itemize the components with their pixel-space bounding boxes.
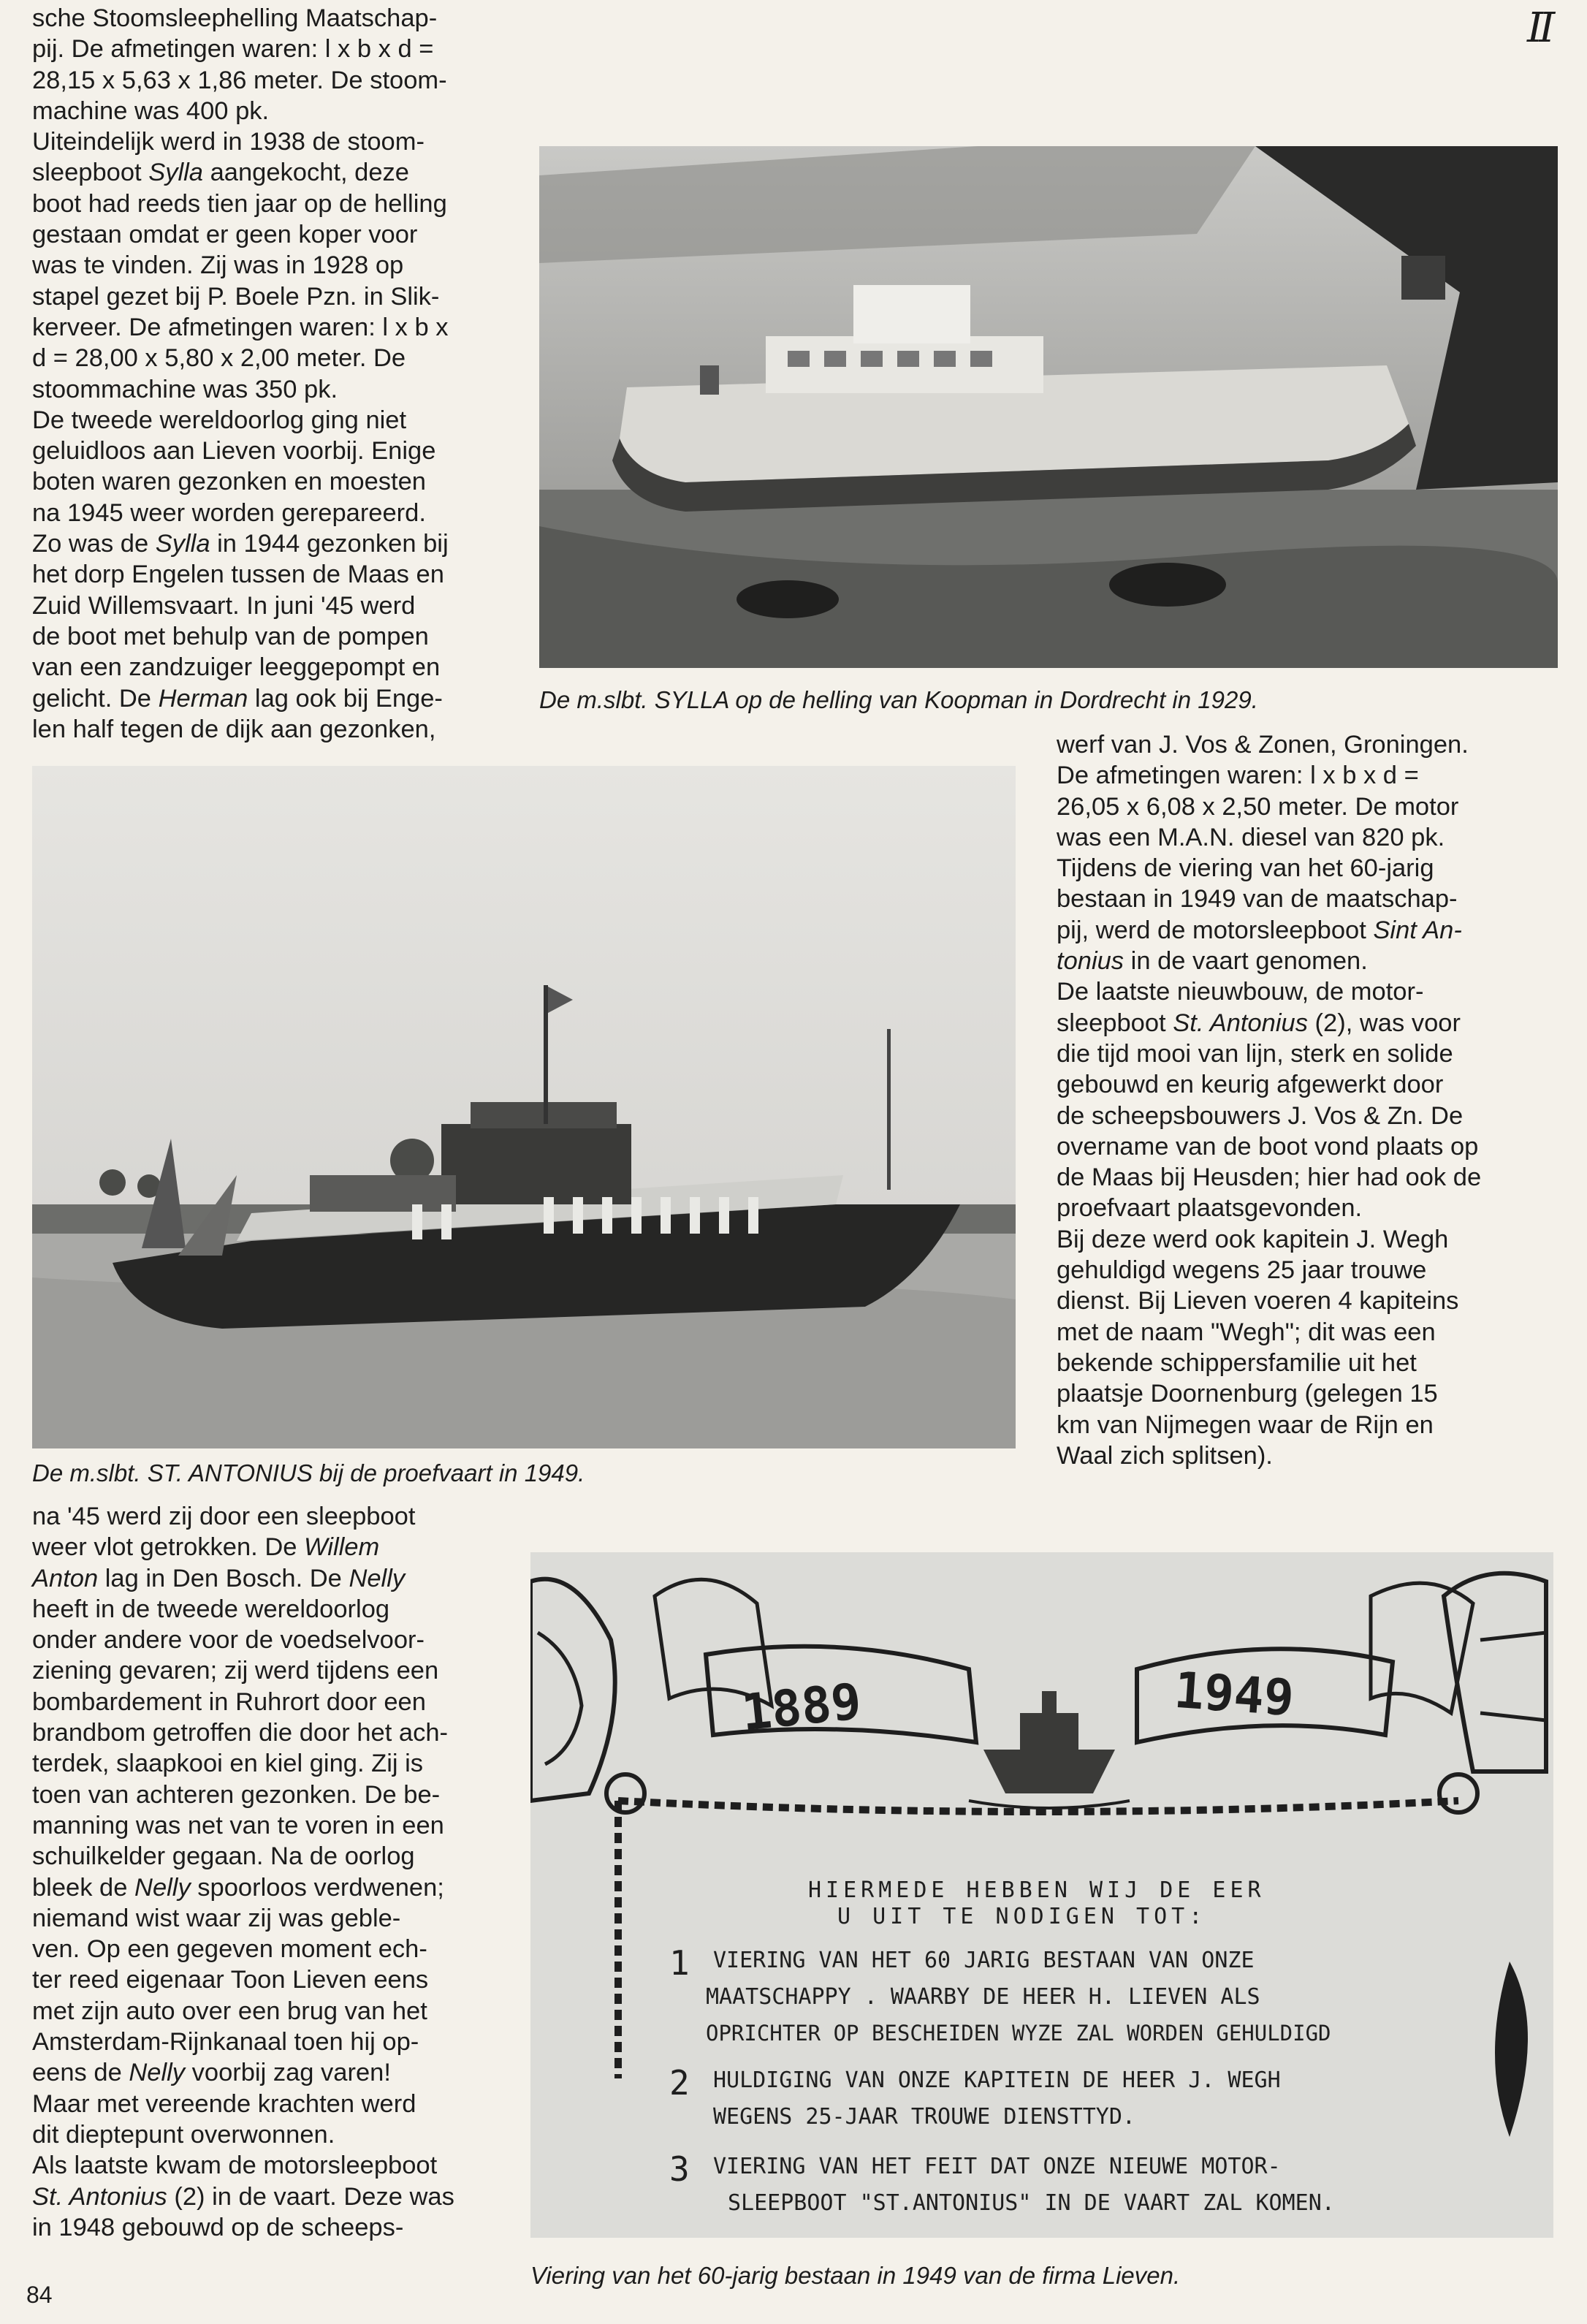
text-line: boot had reeds tien jaar op de helling	[32, 189, 447, 218]
banner-year-left: 1889	[739, 1672, 864, 1743]
paragraph	[32, 1501, 500, 2243]
ship-name: Nelly	[129, 2059, 186, 2087]
text-line: de boot met behulp van de pompen	[32, 622, 429, 650]
paragraph	[1057, 729, 1552, 976]
text-column-top-left	[32, 3, 500, 745]
text-line: het dorp Engelen tussen de Maas en	[32, 561, 444, 589]
paragraph	[1057, 976, 1552, 1223]
text-line: toen van achteren gezonken. De be-	[32, 1780, 441, 1809]
text-line: bestaan in 1949 van de maatschap-	[1057, 885, 1458, 914]
text-line: d = 28,00 x 5,80 x 2,00 meter. De	[32, 344, 406, 373]
ship-name: Nelly	[349, 1564, 406, 1592]
text-line: ven. Op een gegeven moment ech-	[32, 1935, 427, 1964]
ship-name: tonius	[1057, 947, 1124, 976]
paragraph	[32, 3, 500, 126]
text-line: De laatste nieuwbouw, de motor-	[1057, 978, 1424, 1006]
text-line: met zijn auto over een brug van het	[32, 1997, 427, 2025]
text-line: heeft in de tweede wereldoorlog	[32, 1595, 390, 1623]
invitation-intro-2: U UIT TE NODIGEN TOT:	[837, 1904, 1207, 1929]
text-line: Uiteindelijk werd in 1938 de stoom-	[32, 128, 425, 156]
caption-st-antonius: De m.slbt. ST. ANTONIUS bij de proefvaart in 1949.	[32, 1459, 585, 1486]
text-line: Zuid Willemsvaart. In juni '45 werd	[32, 591, 416, 620]
invitation-item-2-number: 2	[669, 2063, 690, 2103]
text-line: gestaan omdat er geen koper voor	[32, 221, 418, 249]
text-column-mid-right	[1057, 729, 1552, 1471]
ship-name: Willem	[304, 1533, 380, 1562]
text-line: 26,05 x 6,08 x 2,50 meter. De motor	[1057, 792, 1459, 821]
text-line: gelicht. De	[32, 684, 159, 713]
text-line: machine was 400 pk.	[32, 96, 270, 125]
caption-sylla: De m.slbt. SYLLA op de helling van Koopman in Dordrecht in 1929.	[539, 686, 1258, 713]
text-line: De afmetingen waren: l x b x d =	[1057, 762, 1419, 790]
text-line: aangekocht, deze	[203, 159, 409, 187]
text-line: schuilkelder gegaan. Na de oorlog	[32, 1842, 415, 1871]
text-line: gehuldigd wegens 25 jaar trouwe	[1057, 1256, 1427, 1285]
text-line: dienst. Bij Lieven voeren 4 kapiteins	[1057, 1287, 1459, 1315]
text-line: eens de	[32, 2059, 129, 2087]
text-line: van een zandzuiger leeggepompt en	[32, 653, 441, 682]
text-line: 28,15 x 5,63 x 1,86 meter. De stoom-	[32, 66, 447, 94]
ship-name: Nelly	[134, 1873, 191, 1902]
text-line: de scheepsbouwers J. Vos & Zn. De	[1057, 1101, 1464, 1130]
text-line: was een M.A.N. diesel van 820 pk.	[1057, 823, 1445, 851]
photo-sylla	[539, 146, 1558, 668]
text-line: kerveer. De afmetingen waren: l x b x	[32, 313, 449, 341]
text-line: werf van J. Vos & Zonen, Groningen.	[1057, 731, 1469, 759]
text-line: gebouwd en keurig afgewerkt door	[1057, 1071, 1444, 1099]
ship-name: Sylla	[148, 159, 203, 187]
text-line: sleepboot	[1057, 1009, 1173, 1037]
text-line: stapel gezet bij P. Boele Pzn. in Slik-	[32, 282, 440, 311]
ship-name: Anton	[32, 1564, 99, 1592]
text-line: overname van de boot vond plaats op	[1057, 1132, 1479, 1161]
text-line: Waal zich splitsen).	[1057, 1441, 1273, 1470]
text-line: boten waren gezonken en moesten	[32, 468, 426, 496]
invitation-item-2-line: WEGENS 25-JAAR TROUWE DIENSTTYD.	[713, 2104, 1135, 2130]
text-line: proefvaart plaatsgevonden.	[1057, 1194, 1363, 1223]
photo-sylla-image	[539, 146, 1558, 668]
text-line: met de naam "Wegh"; dit was een	[1057, 1318, 1436, 1346]
text-line: bombardement in Ruhrort door een	[32, 1687, 426, 1716]
text-line: Amsterdam-Rijnkanaal toen hij op-	[32, 2028, 419, 2057]
text-line: in 1948 gebouwd op de scheeps-	[32, 2213, 404, 2241]
ship-name: Sylla	[155, 530, 210, 558]
ship-name: St. Antonius	[1173, 1009, 1308, 1037]
text-line: in 1944 gezonken bij	[210, 530, 449, 558]
invitation-item-1-line: MAATSCHAPPY . WAARBY DE HEER H. LIEVEN ALS	[706, 1984, 1260, 2010]
text-line: weer vlot getrokken. De	[32, 1533, 305, 1562]
caption-viering: Viering van het 60-jarig bestaan in 1949 van de firma Lieven.	[530, 2262, 1181, 2289]
text-line: geluidloos aan Lieven voorbij. Enige	[32, 437, 436, 466]
invitation-item-1-line: VIERING VAN HET 60 JARIG BESTAAN VAN ONZE	[713, 1948, 1255, 1973]
text-line: stoommachine was 350 pk.	[32, 375, 338, 403]
text-line: Tijdens de viering van het 60-jarig	[1057, 854, 1434, 883]
text-line: voorbij zag varen!	[185, 2059, 391, 2087]
section-mark: II	[1527, 4, 1551, 52]
invitation-item-2-line: HULDIGING VAN ONZE KAPITEIN DE HEER J. WEGH	[713, 2067, 1281, 2093]
text-line: (2) in de vaart. Deze was	[167, 2182, 454, 2211]
text-line: niemand wist waar zij was geble-	[32, 1904, 401, 1932]
paragraph	[32, 126, 500, 405]
text-line: pij, werd de motorsleepboot	[1057, 916, 1374, 944]
text-line: die tijd mooi van lijn, sterk en solide	[1057, 1039, 1453, 1068]
text-line: len half tegen de dijk aan gezonken,	[32, 715, 436, 743]
paragraph	[1057, 1224, 1552, 1471]
text-line: lag in Den Bosch. De	[98, 1564, 349, 1592]
text-line: Zo was de	[32, 530, 156, 558]
photo-st-antonius	[32, 766, 1016, 1448]
text-line: lag ook bij Enge-	[248, 684, 443, 713]
ship-name: Sint An-	[1373, 916, 1462, 944]
paragraph	[32, 405, 500, 745]
text-line: dit dieptepunt overwonnen.	[32, 2120, 335, 2149]
text-line: pij. De afmetingen waren: l x b x d =	[32, 35, 434, 64]
invitation-item-1-number: 1	[669, 1943, 690, 1983]
text-line: sleepboot	[32, 159, 149, 187]
text-line: Maar met vereende krachten werd	[32, 2089, 416, 2118]
invitation-drawing-image	[530, 1552, 1553, 2238]
invitation-item-3-line: SLEEPBOOT "ST.ANTONIUS" IN DE VAART ZAL KOMEN.	[728, 2190, 1335, 2216]
text-line: Bij deze werd ook kapitein J. Wegh	[1057, 1225, 1449, 1253]
ship-name: St. Antonius	[32, 2182, 167, 2211]
invitation-item-3-number: 3	[669, 2149, 690, 2189]
text-line: manning was net van te voren in een	[32, 1811, 444, 1839]
text-line: bekende schippersfamilie uit het	[1057, 1348, 1417, 1377]
text-line: ziening gevaren; zij werd tijdens een	[32, 1657, 439, 1685]
text-line: de Maas bij Heusden; hier had ook de	[1057, 1163, 1482, 1192]
text-line: spoorloos verdwenen;	[190, 1873, 444, 1902]
text-line: in de vaart genomen.	[1124, 947, 1368, 976]
text-line: Als laatste kwam de motorsleepboot	[32, 2152, 438, 2180]
text-line: bleek de	[32, 1873, 135, 1902]
ship-name: Herman	[158, 684, 248, 713]
text-column-bottom-left	[32, 1501, 500, 2243]
text-line: was te vinden. Zij was in 1928 op	[32, 251, 404, 280]
text-line: terdek, slaapkooi en kiel ging. Zij is	[32, 1750, 424, 1778]
text-line: plaatsje Doornenburg (gelegen 15	[1057, 1380, 1438, 1408]
page-number: 84	[26, 2282, 53, 2308]
invitation-intro-1: HIERMEDE HEBBEN WIJ DE EER	[808, 1877, 1266, 1903]
text-line: brandbom getroffen die door het ach-	[32, 1719, 448, 1747]
text-line: na '45 werd zij door een sleepboot	[32, 1503, 416, 1530]
text-line: (2), was voor	[1307, 1009, 1461, 1037]
text-line: sche Stoomsleephelling Maatschap-	[32, 4, 438, 32]
ship-icon	[983, 1750, 1115, 1793]
text-line: ter reed eigenaar Toon Lieven eens	[32, 1966, 429, 1994]
text-line: na 1945 weer worden gerepareerd.	[32, 498, 426, 527]
invitation-item-1-line: OPRICHTER OP BESCHEIDEN WYZE ZAL WORDEN GEHULDIGD	[706, 2021, 1331, 2046]
text-line: De tweede wereldoorlog ging niet	[32, 406, 407, 434]
banner-year-right: 1949	[1172, 1661, 1296, 1728]
text-line: onder andere voor de voedselvoor-	[32, 1626, 425, 1655]
photo-st-antonius-image	[32, 766, 1016, 1448]
invitation-item-3-line: VIERING VAN HET FEIT DAT ONZE NIEUWE MOTOR-	[713, 2154, 1281, 2179]
invitation-drawing	[530, 1552, 1553, 2238]
text-line: km van Nijmegen waar de Rijn en	[1057, 1410, 1434, 1439]
